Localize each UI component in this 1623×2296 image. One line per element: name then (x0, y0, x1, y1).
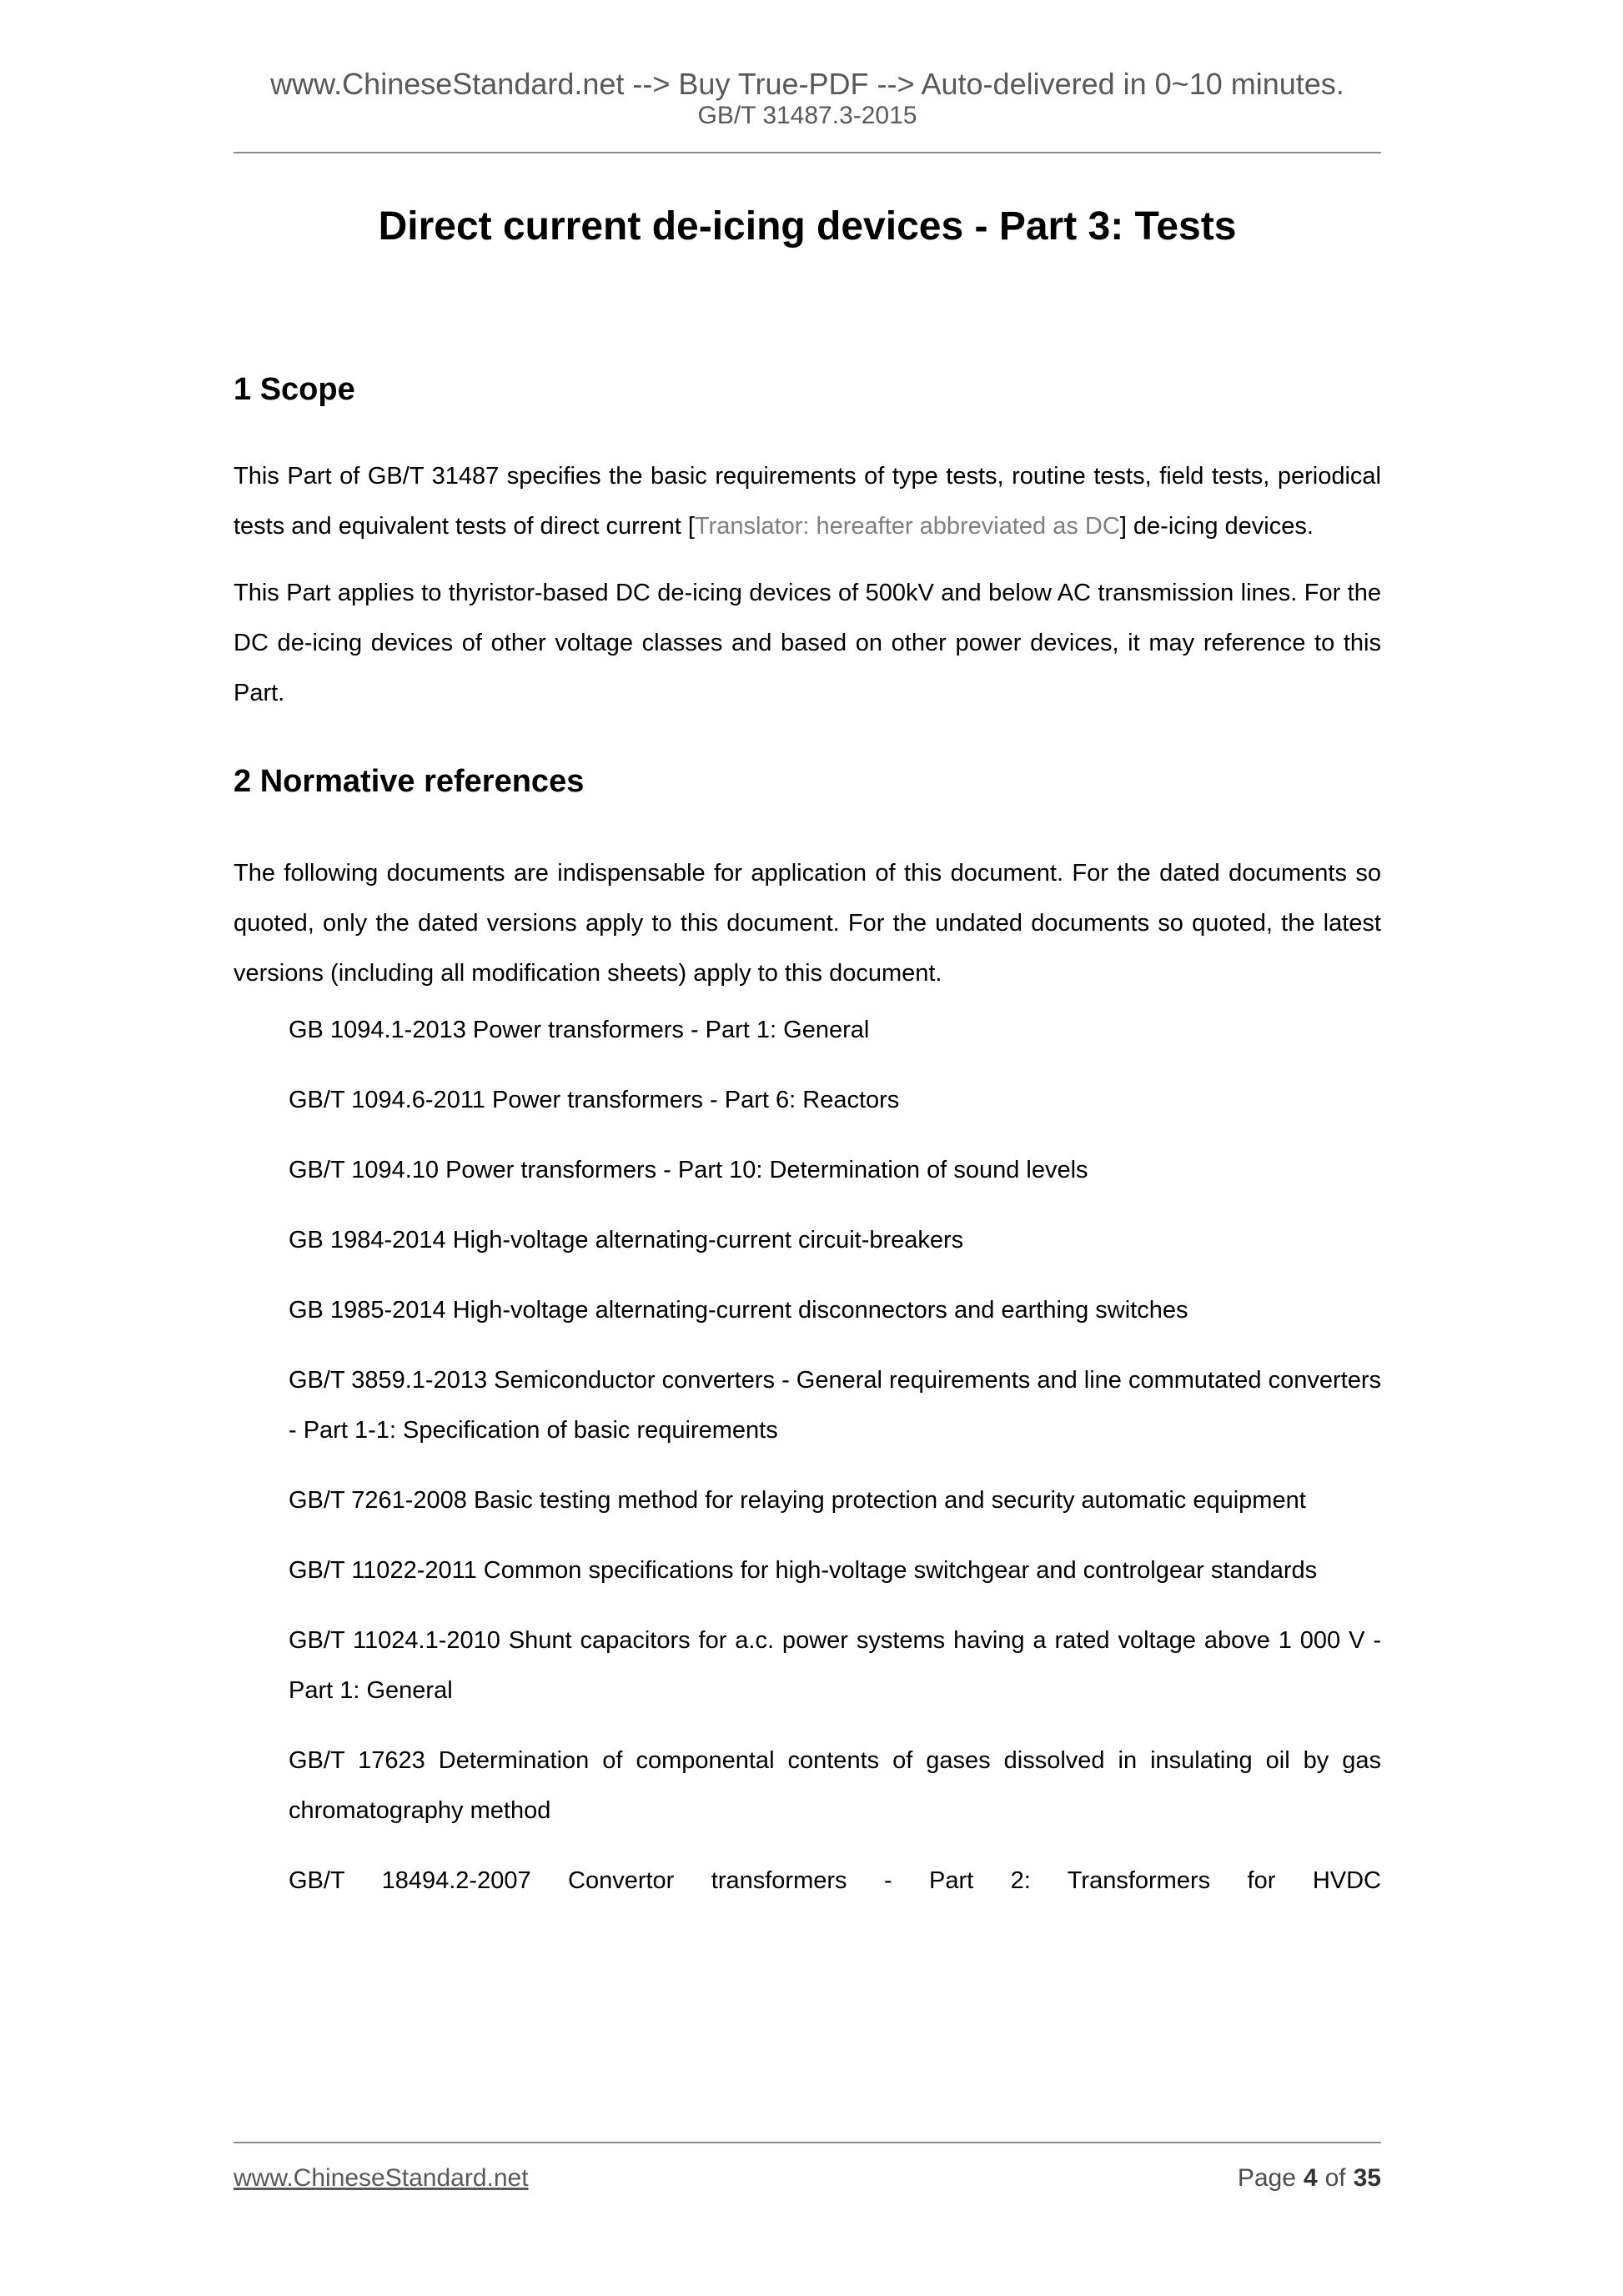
page-header (234, 0, 1381, 130)
normative-intro-paragraph: The following documents are indispensable for application of this document. For the dated documents so quoted, only the dated versions apply to this document. For the undated documents so quoted, the latest versions (including all modification sheets) apply to this document. (234, 860, 1381, 987)
reference-item: GB 1985-2014 High-voltage alternating-current disconnectors and earthing switches (289, 1297, 1188, 1324)
normative-reference-list (234, 1005, 1381, 1906)
reference-item: GB/T 18494.2-2007 Convertor transformers - Part 2: Transformers for HVDC (289, 1867, 1381, 1894)
scope-paragraph-1 (234, 451, 1381, 551)
reference-item: GB/T 7261-2008 Basic testing method for relaying protection and security automatic equipment (289, 1487, 1306, 1514)
scope-paragraph-2: This Part applies to thyristor-based DC de-icing devices of 500kV and below AC transmission lines. For the DC de-icing devices of other voltage classes and based on other power devices, it may reference to this Part. (234, 580, 1381, 706)
page-content (234, 0, 1381, 1906)
reference-item: GB/T 11022-2011 Common specifications for high-voltage switchgear and controlgear standards (289, 1557, 1318, 1584)
page-footer (234, 2162, 1381, 2195)
reference-item: GB/T 11024.1-2010 Shunt capacitors for a.c. power systems having a rated voltage above 1 000 V - Part 1: General (289, 1627, 1381, 1704)
footer-site-link[interactable]: www.ChineseStandard.net (234, 2164, 529, 2192)
reference-item: GB 1984-2014 High-voltage alternating-current circuit-breakers (289, 1227, 964, 1254)
paragraph-text: ] de-icing devices. (1119, 513, 1314, 540)
reference-item: GB/T 1094.6-2011 Power transformers - Part 6: Reactors (289, 1087, 900, 1113)
of-label: of (1324, 2164, 1346, 2192)
page-label: Page (1237, 2164, 1296, 2192)
reference-item: GB/T 3859.1-2013 Semiconductor converters - General requirements and line commutated converters - Part 1-1: Specification of basic requirements (289, 1367, 1381, 1444)
translator-note: Translator: hereafter abbreviated as DC (694, 513, 1120, 540)
section-heading-scope: 1 Scope (234, 372, 355, 407)
document-title: Direct current de-icing devices - Part 3: Tests (378, 204, 1237, 249)
header-divider (234, 152, 1381, 153)
paragraph-text: This Part of GB/T 31487 specifies the basic requirements of type tests, routine tests, field tests, periodical tests and equivalent tests of direct current [ (234, 463, 1381, 540)
reference-item: GB/T 17623 Determination of componental contents of gases dissolved in insulating oil by gas chromatography method (289, 1747, 1381, 1824)
footer-divider (234, 2142, 1381, 2143)
total-page-count: 35 (1353, 2164, 1381, 2192)
page-number-indicator (1238, 2162, 1381, 2195)
reference-item: GB/T 1094.10 Power transformers - Part 10: Determination of sound levels (289, 1157, 1088, 1183)
standard-number: GB/T 31487.3-2015 (697, 102, 917, 129)
current-page-number: 4 (1303, 2164, 1318, 2192)
header-promo-text: www.ChineseStandard.net --> Buy True-PDF --> Auto-delivered in 0~10 minutes. (270, 67, 1344, 101)
section-heading-normative-references: 2 Normative references (234, 764, 585, 799)
reference-item: GB 1094.1-2013 Power transformers - Part 1: General (289, 1017, 870, 1043)
